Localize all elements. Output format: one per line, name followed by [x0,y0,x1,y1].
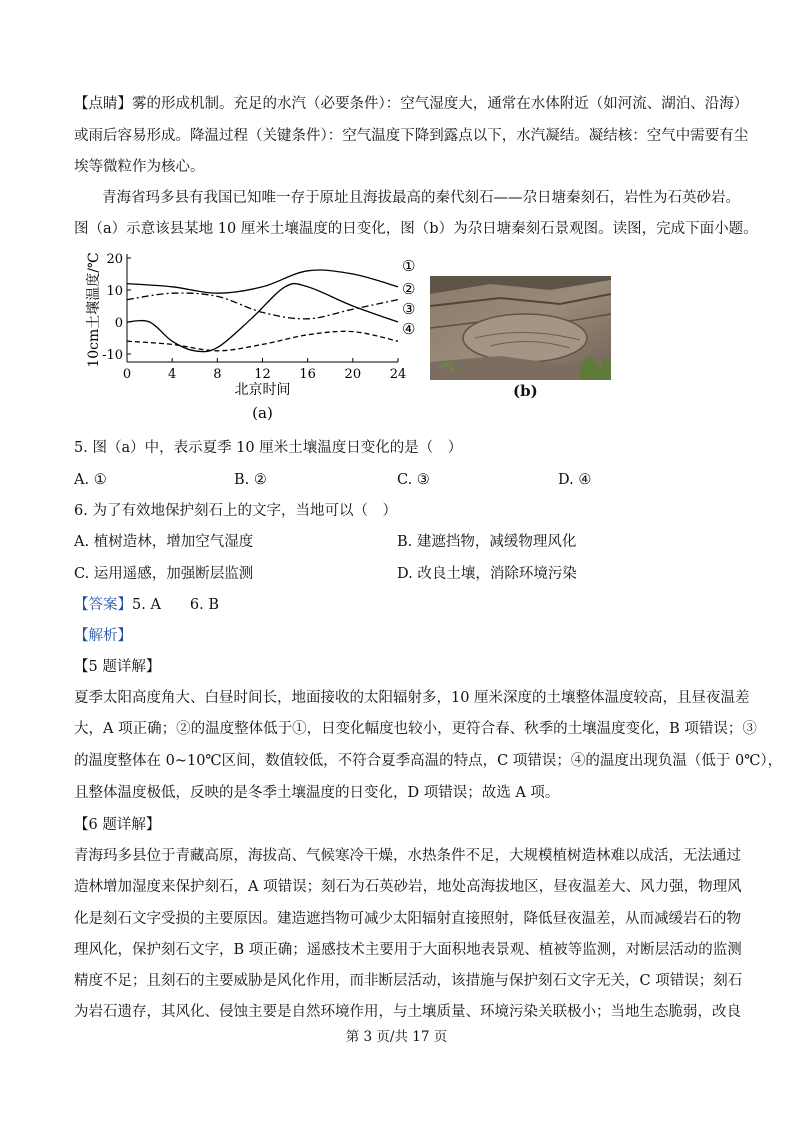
y-axis-title: 10cm土壤温度/℃ [86,252,102,368]
q5-stem: 5. 图（a）中，表示夏季 10 厘米土壤温度日变化的是（ ） [74,440,463,456]
figure-a-caption: (a) [252,404,273,422]
x-tick-label: 24 [389,367,407,382]
y-tick-label: 0 [114,316,123,331]
detail5-line-3: 的温度整体在 0~10℃区间，数值较低，不符合夏季高温的特点，C 项错误；④的温度出现负温（低于 0℃）， [74,753,783,769]
x-tick-label: 8 [213,367,222,382]
x-tick-label: 4 [168,367,177,382]
q6-option-a: A. 植树造林，增加空气湿度 [74,534,254,550]
detail6-line-1: 青海玛多县位于青藏高原，海拔高、气候寒冷干燥，水热条件不足，大规模植树造林难以成活，无法通过 [74,848,741,864]
y-tick-label: 20 [106,252,123,267]
x-tick-label: 12 [254,367,271,382]
detail6-line-6: 为岩石遗存，其风化、侵蚀主要是自然环境作用，与土壤质量、环境污染关联极小；当地生态脆弱，改良 [74,1004,741,1020]
dianjing-line-3: 埃等微粒作为核心。 [74,159,205,175]
intro-line-2: 图（a）示意该县某地 10 厘米土壤温度的日变化，图（b）为尕日塘秦刻石景观图。读图，完成下面小题。 [74,221,758,237]
q6-option-c: C. 运用遥感，加强断层监测 [74,566,254,582]
series-label-2: ② [402,280,416,298]
dianjing-line-2: 或雨后容易形成。降温过程（关键条件）：空气温度下降到露点以下，水汽凝结。凝结核：空气中需要有尘 [74,128,749,144]
figure-b-caption: (b) [513,382,538,400]
q6-option-b: B. 建遮挡物，减缓物理风化 [397,534,577,550]
series-line-1 [127,270,398,293]
dianjing-line-1 [74,94,748,114]
detail6-line-5: 精度不足；且刻石的主要威胁是风化作用，而非断层活动，该措施与保护刻石文字无关，C 项错误；刻石 [74,973,743,989]
detail5-line-1: 夏季太阳高度角大、白昼时间长，地面接收的太阳辐射多，10 厘米深度的土壤整体温度较高，且昼夜温差 [74,690,750,706]
analysis-tag: 【解析】 [74,628,132,644]
detail5-line-4: 且整体温度极低，反映的是冬季土壤温度的日变化，D 项错误；故选 A 项。 [74,785,560,801]
soil-temperature-chart [80,250,420,430]
q6-stem: 6. 为了有效地保护刻石上的文字，当地可以（ ） [74,503,397,519]
detail6-line-4: 理风化，保护刻石文字，B 项正确；遥感技术主要用于大面积地表景观、植被等监测，对断层活动的监测 [74,942,742,958]
answer-line [74,595,219,615]
q5-option-b: B. ② [234,472,267,488]
q6-option-d: D. 改良土壤，消除环境污染 [397,566,577,582]
detail6-line-3: 化是刻石文字受损的主要原因。建造遮挡物可减少太阳辐射直接照射，降低昼夜温差，从而减缓岩石的物 [74,911,741,927]
series-label-1: ① [402,257,416,275]
series-label-4: ④ [402,320,416,338]
series-line-4 [127,331,398,350]
x-tick-label: 16 [299,367,316,382]
x-tick-label: 0 [122,367,132,382]
series-line-2 [127,293,398,319]
detail5-line-2: 大，A 项正确；②的温度整体低于①，日变化幅度也较小，更符合春、秋季的土壤温度变化，B 项错误；③ [74,721,757,737]
dianjing-text-1: 雾的形成机制。充足的水汽（必要条件）：空气湿度大，通常在水体附近（如河流、湖泊、沿海） [132,96,749,112]
series-label-3: ③ [402,300,416,318]
x-axis-title: 北京时间 [234,382,291,398]
y-tick-label: 10 [106,284,123,299]
answer-text: 5. A 6. B [132,597,220,613]
q5-option-d: D. ④ [558,472,592,488]
detail5-tag: 【5 题详解】 [74,659,161,675]
detail6-tag: 【6 题详解】 [74,817,161,833]
dianjing-tag: 【点睛】 [74,96,132,112]
intro-line-1: 青海省玛多县有我国已知唯一存于原址且海拔最高的秦代刻石——尕日塘秦刻石，岩性为石英砂岩。 [102,190,740,206]
x-tick-label: 20 [344,367,362,382]
q5-option-a: A. ① [74,472,107,488]
page-footer: 第 3 页/共 17 页 [345,1029,448,1045]
y-tick-label: -10 [102,348,123,363]
q5-option-c: C. ③ [397,472,430,488]
qin-stone-photo [430,276,611,380]
detail6-line-2: 造林增加湿度来保护刻石，A 项错误；刻石为石英砂岩，地处高海拔地区，昼夜温差大、风力强，物理风 [74,879,742,895]
answer-tag: 【答案】 [74,597,132,613]
